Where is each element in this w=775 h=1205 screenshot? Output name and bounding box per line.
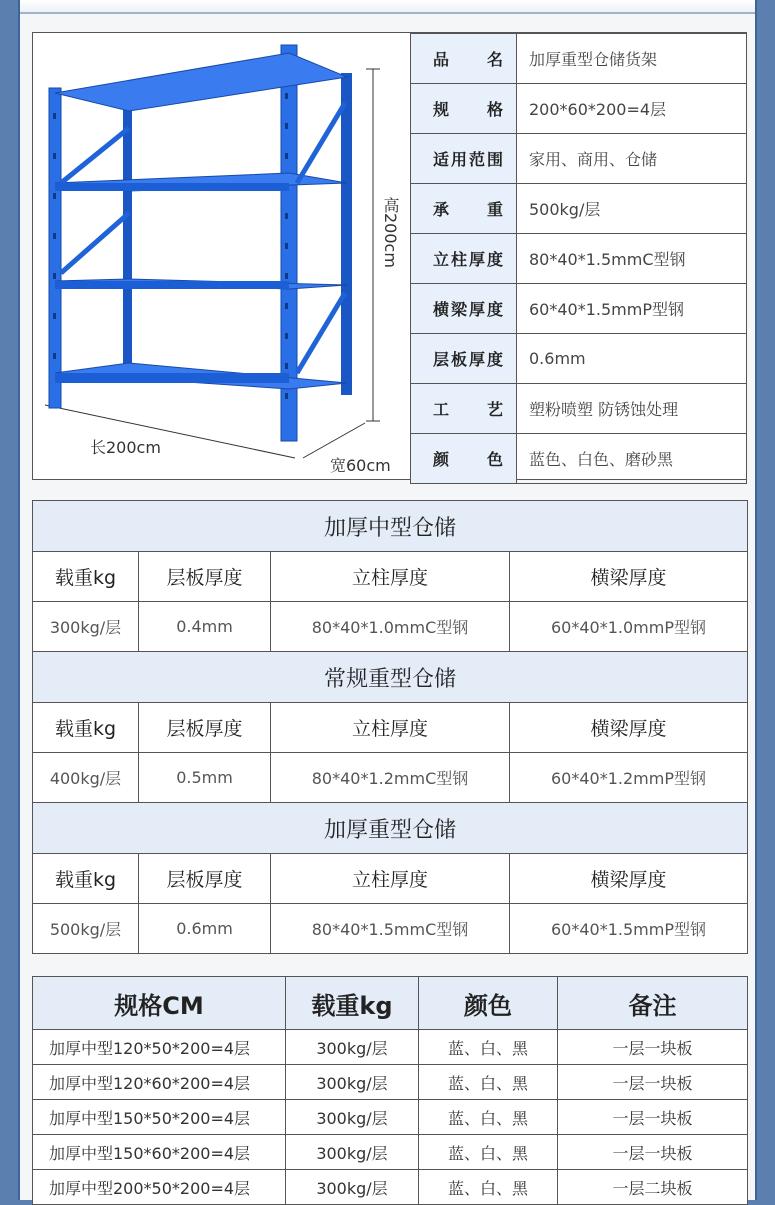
spec-key: 工艺 — [411, 384, 517, 434]
spec-block — [32, 32, 747, 480]
table-row — [33, 1030, 748, 1065]
cell-load: 500kg/层 — [33, 904, 139, 954]
cell-beam: 60*40*1.5mmP型钢 — [510, 904, 748, 954]
grade-table-regular-heavy — [32, 651, 748, 803]
spec-value: 加厚重型仓储货架 — [517, 34, 747, 84]
cell-load: 300kg/层 — [286, 1100, 419, 1135]
cell-load: 300kg/层 — [33, 602, 139, 652]
col-header-panel: 层板厚度 — [139, 552, 271, 602]
cell-note: 一层二块板 — [558, 1170, 748, 1205]
cell-color: 蓝、白、黑 — [419, 1170, 558, 1205]
grade-title: 常规重型仓储 — [33, 652, 748, 703]
spec-key: 横梁厚度 — [411, 284, 517, 334]
cell-note: 一层一块板 — [558, 1135, 748, 1170]
cell-load: 300kg/层 — [286, 1065, 419, 1100]
col-header-beam: 横梁厚度 — [510, 854, 748, 904]
cell-note: 一层一块板 — [558, 1065, 748, 1100]
spec-value: 0.6mm — [517, 334, 747, 384]
col-header-load: 载重kg — [33, 552, 139, 602]
spec-row — [411, 84, 747, 134]
spec-key: 品名 — [411, 34, 517, 84]
col-header-upright: 立柱厚度 — [271, 854, 510, 904]
cell-load: 400kg/层 — [33, 753, 139, 803]
cell-load: 300kg/层 — [286, 1170, 419, 1205]
cell-color: 蓝、白、黑 — [419, 1065, 558, 1100]
col-header-size: 规格CM — [33, 977, 286, 1030]
spec-key: 适用范围 — [411, 134, 517, 184]
grade-title: 加厚中型仓储 — [33, 501, 748, 552]
spec-row — [411, 284, 747, 334]
spec-row — [411, 134, 747, 184]
col-header-upright: 立柱厚度 — [271, 703, 510, 753]
width-label: 宽60cm — [330, 456, 391, 475]
cell-note: 一层一块板 — [558, 1030, 748, 1065]
cell-beam: 60*40*1.2mmP型钢 — [510, 753, 748, 803]
spec-value: 200*60*200=4层 — [517, 84, 747, 134]
spec-key: 立柱厚度 — [411, 234, 517, 284]
cell-beam: 60*40*1.0mmP型钢 — [510, 602, 748, 652]
grade-title: 加厚重型仓储 — [33, 803, 748, 854]
cell-panel: 0.4mm — [139, 602, 271, 652]
col-header-load: 载重kg — [33, 703, 139, 753]
col-header-upright: 立柱厚度 — [271, 552, 510, 602]
table-row — [33, 1135, 748, 1170]
col-header-panel: 层板厚度 — [139, 854, 271, 904]
shelf-image — [33, 33, 410, 479]
cell-panel: 0.5mm — [139, 753, 271, 803]
spec-table — [410, 33, 747, 484]
spec-row — [411, 334, 747, 384]
spec-value: 家用、商用、仓储 — [517, 134, 747, 184]
spec-row — [411, 234, 747, 284]
col-header-note: 备注 — [558, 977, 748, 1030]
spec-key: 颜色 — [411, 434, 517, 484]
cell-size: 加厚中型120*60*200=4层 — [33, 1065, 286, 1100]
table-row — [33, 1100, 748, 1135]
spec-row — [411, 34, 747, 84]
spec-value: 80*40*1.5mmC型钢 — [517, 234, 747, 284]
top-strip — [20, 0, 755, 14]
cell-panel: 0.6mm — [139, 904, 271, 954]
spec-key: 规格 — [411, 84, 517, 134]
spec-value: 塑粉喷塑 防锈蚀处理 — [517, 384, 747, 434]
cell-load: 300kg/层 — [286, 1030, 419, 1065]
cell-upright: 80*40*1.2mmC型钢 — [271, 753, 510, 803]
spec-value: 60*40*1.5mmP型钢 — [517, 284, 747, 334]
spec-value: 蓝色、白色、磨砂黑 — [517, 434, 747, 484]
spec-row — [411, 184, 747, 234]
spec-key: 层板厚度 — [411, 334, 517, 384]
shelf-illustration — [33, 33, 411, 479]
cell-size: 加厚中型150*50*200=4层 — [33, 1100, 286, 1135]
height-label: 高200cm — [381, 197, 400, 268]
cell-size: 加厚中型120*50*200=4层 — [33, 1030, 286, 1065]
cell-size: 加厚中型200*50*200=4层 — [33, 1170, 286, 1205]
table-row — [33, 1065, 748, 1100]
col-header-panel: 层板厚度 — [139, 703, 271, 753]
col-header-beam: 横梁厚度 — [510, 552, 748, 602]
spec-row — [411, 384, 747, 434]
spec-key: 承重 — [411, 184, 517, 234]
cell-upright: 80*40*1.5mmC型钢 — [271, 904, 510, 954]
cell-color: 蓝、白、黑 — [419, 1030, 558, 1065]
table-row — [33, 1170, 748, 1205]
cell-note: 一层一块板 — [558, 1100, 748, 1135]
cell-load: 300kg/层 — [286, 1135, 419, 1170]
col-header-color: 颜色 — [419, 977, 558, 1030]
spec-value: 500kg/层 — [517, 184, 747, 234]
col-header-load: 载重kg — [286, 977, 419, 1030]
col-header-load: 载重kg — [33, 854, 139, 904]
cell-upright: 80*40*1.0mmC型钢 — [271, 602, 510, 652]
length-label: 长200cm — [90, 438, 161, 457]
cell-color: 蓝、白、黑 — [419, 1135, 558, 1170]
grade-table-medium-thick — [32, 500, 748, 652]
col-header-beam: 横梁厚度 — [510, 703, 748, 753]
cell-size: 加厚中型150*60*200=4层 — [33, 1135, 286, 1170]
spec-row — [411, 434, 747, 484]
cell-color: 蓝、白、黑 — [419, 1100, 558, 1135]
sizes-table — [32, 976, 748, 1205]
grade-table-heavy-thick — [32, 802, 748, 954]
